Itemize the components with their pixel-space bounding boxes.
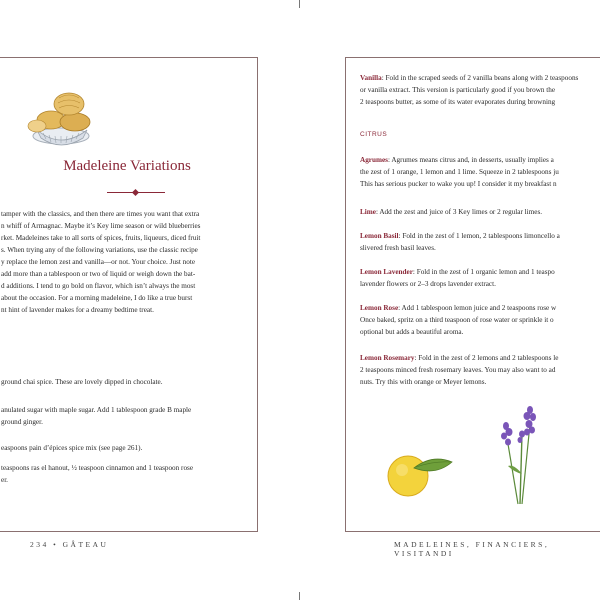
variation-item	[1, 376, 163, 388]
entry-name: Agrumes	[360, 156, 388, 164]
variation-line: ground ginger.	[1, 418, 43, 426]
entry-text: 2 teaspoons minced fresh rosemary leaves. You may also want to ad	[360, 366, 556, 374]
lavender-illustration	[496, 404, 546, 508]
entry-text: or vanilla extract. This version is particularly good if you brown the	[360, 86, 556, 94]
entry-lemon-rose	[360, 302, 556, 338]
variation-line: ground chai spice. These are lovely dipped in chocolate.	[1, 378, 163, 386]
entry-text: 2 teaspoons butter, as some of its water evaporates during browning	[360, 98, 556, 106]
variation-item	[1, 462, 193, 486]
left-page-folio: 234 • GÂTEAU	[30, 540, 109, 549]
variation-line: er.	[1, 476, 8, 484]
section-heading-citrus: CITRUS	[360, 131, 388, 138]
entry-text: : Add the zest and juice of 3 Key limes or 2 regular limes.	[375, 208, 543, 216]
entry-text: : Add 1 tablespoon lemon juice and 2 teaspoons rose w	[398, 304, 557, 312]
left-page-frame	[0, 57, 258, 532]
right-page-folio: MADELEINES, FINANCIERS, VISITANDI	[394, 540, 550, 558]
entry-text: slivered fresh basil leaves.	[360, 244, 436, 252]
entry-name: Lemon Rose	[360, 304, 399, 312]
intro-line: add more than a tablespoon or two of liquid or weigh down the bat-	[1, 270, 196, 278]
entry-name: Lemon Rosemary	[360, 354, 415, 362]
entry-name: Lime	[360, 208, 376, 216]
intro-line: nt hint of lavender makes for a dreamy bedtime treat.	[1, 306, 154, 314]
entry-name: Lemon Basil	[360, 232, 399, 240]
entry-lemon-rosemary	[360, 352, 558, 388]
entry-text: lavender flowers or 2–3 drops lavender extract.	[360, 280, 496, 288]
entry-text: optional but adds a beautiful aroma.	[360, 328, 464, 336]
variation-line: anulated sugar with maple sugar. Add 1 tablespoon grade B maple	[1, 406, 192, 414]
entry-lemon-lavender	[360, 266, 555, 290]
intro-line: s. When trying any of the following variations, use the classic recipe	[1, 246, 198, 254]
gutter-mark-top	[299, 0, 300, 8]
entry-text: Once baked, spritz on a third teaspoon of rose water or sprinkle it o	[360, 316, 554, 324]
lemon-illustration	[384, 446, 456, 502]
entry-vanilla	[360, 72, 578, 108]
entry-name: Lemon Lavender	[360, 268, 413, 276]
intro-line: about the occasion. For a morning madeleine, I do like a true burst	[1, 294, 193, 302]
right-page-frame	[345, 57, 600, 532]
intro-line: tamper with the classics, and then there are times you want that extra	[1, 210, 200, 218]
entry-lime	[360, 206, 542, 218]
entry-text: the zest of 1 orange, 1 lemon and 1 lime. Squeeze in 2 tablespoons ju	[360, 168, 559, 176]
entry-name: Vanilla	[360, 74, 382, 82]
variation-line: teaspoons ras el hanout, ½ teaspoon cinnamon and 1 teaspoon rose	[1, 464, 194, 472]
entry-text: nuts. Try this with orange or Meyer lemons.	[360, 378, 487, 386]
entry-agrumes	[360, 154, 559, 190]
gutter-mark-bottom	[299, 592, 300, 600]
entry-text: : Fold in the zest of 1 lemon, 2 tablespoons limoncello a	[398, 232, 560, 240]
variation-item	[1, 404, 191, 428]
intro-line: d additions. I tend to go bold on flavor, which isn’t always the most	[1, 282, 196, 290]
madeleines-dish-illustration	[15, 80, 115, 152]
title-ornament-divider	[107, 192, 165, 193]
page-title: Madeleine Variations	[63, 158, 191, 174]
entry-text: : Agrumes means citrus and, in desserts, usually implies a	[387, 156, 554, 164]
variation-line: easpoons pain d’épices spice mix (see page 261).	[1, 444, 143, 452]
intro-paragraph	[1, 208, 200, 316]
intro-line: n whiff of Armagnac. Maybe it’s Key lime season or wild blueberries	[1, 222, 201, 230]
entry-text: : Fold in the zest of 2 lemons and 2 tablespoons le	[414, 354, 559, 362]
entry-text: : Fold in the zest of 1 organic lemon and 1 teaspo	[412, 268, 555, 276]
entry-text: : Fold in the scraped seeds of 2 vanilla beans along with 2 teaspoons	[381, 74, 579, 82]
intro-line: y replace the lemon zest and vanilla—or not. Your choice. Just note	[1, 258, 196, 266]
entry-text: This has serious pucker to wake you up! I consider it my breakfast n	[360, 180, 557, 188]
intro-line: rket. Madeleines take to all sorts of spices, fruits, liqueurs, diced fruit	[1, 234, 201, 242]
variation-item	[1, 442, 142, 454]
entry-lemon-basil	[360, 230, 560, 254]
